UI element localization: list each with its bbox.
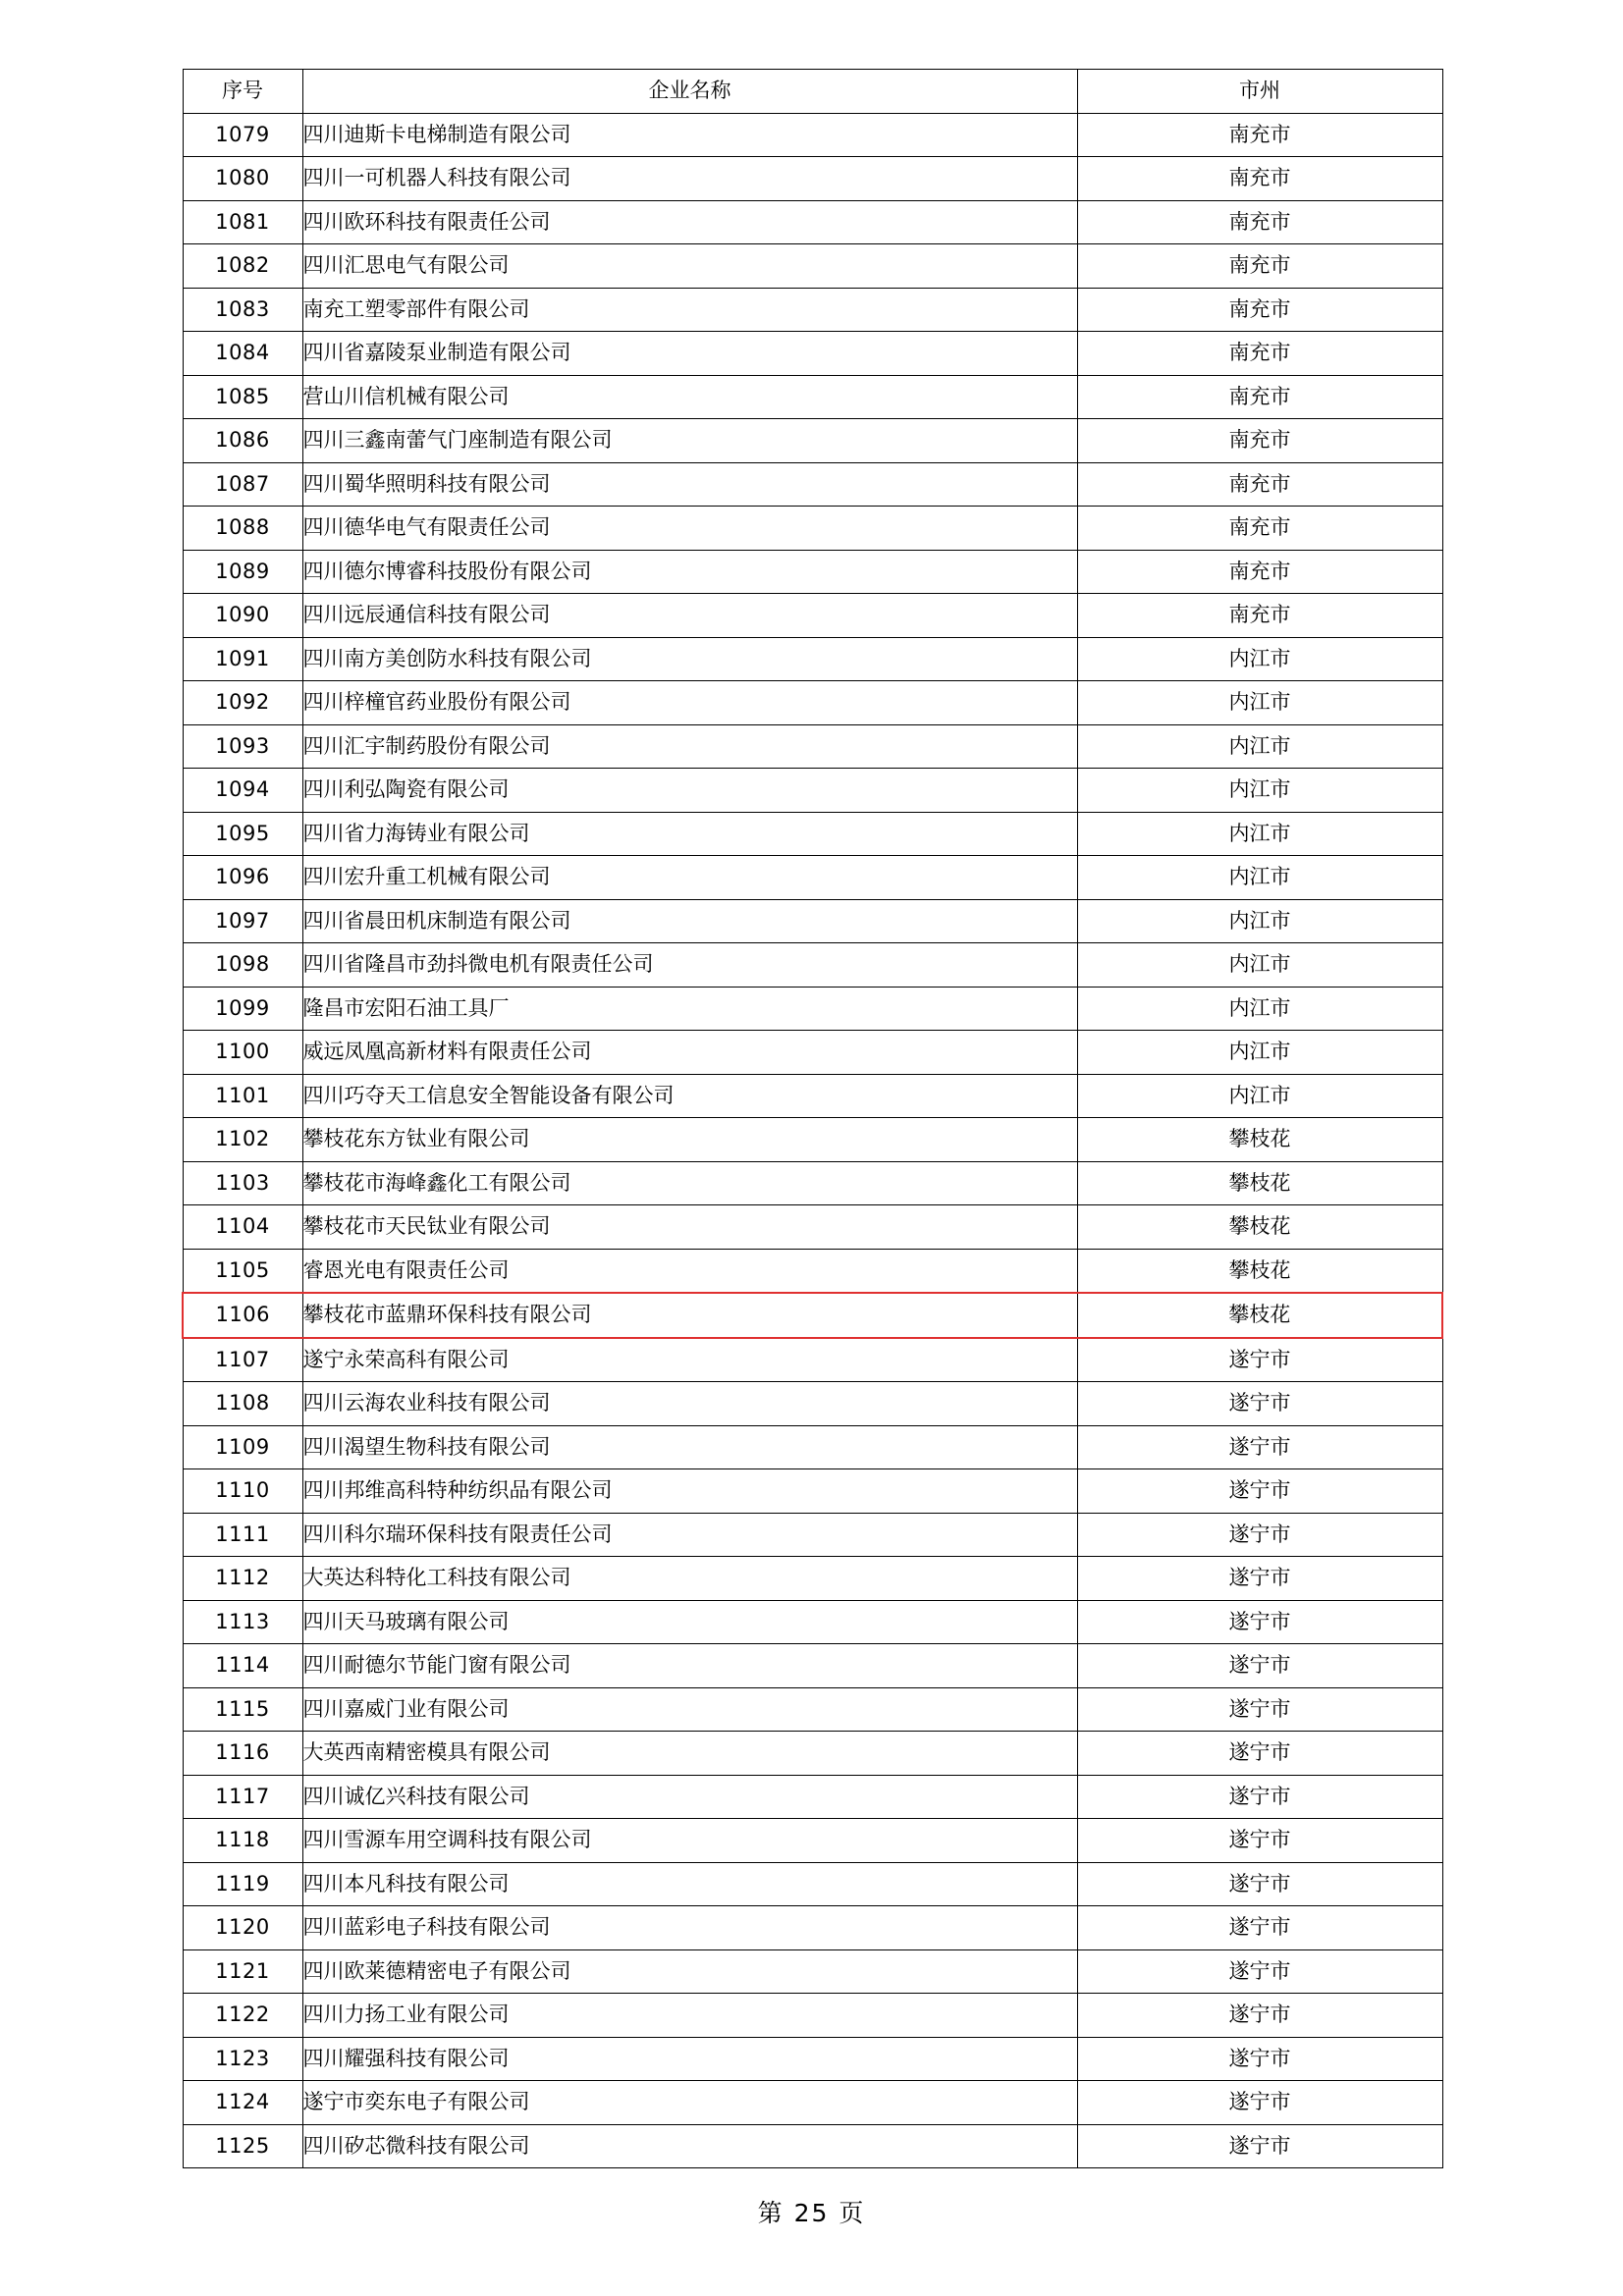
cell-no: 1102	[183, 1118, 302, 1162]
cell-enterprise-name: 四川德华电气有限责任公司	[302, 507, 1077, 551]
cell-city: 遂宁市	[1077, 1425, 1442, 1469]
column-header-name: 企业名称	[302, 70, 1077, 114]
table-row	[183, 244, 1442, 289]
cell-no: 1120	[183, 1906, 302, 1950]
cell-enterprise-name: 四川汇宇制药股份有限公司	[302, 724, 1077, 769]
table-header-row	[183, 70, 1442, 114]
cell-city: 南充市	[1077, 594, 1442, 638]
cell-city: 遂宁市	[1077, 1732, 1442, 1776]
cell-enterprise-name: 遂宁永荣高科有限公司	[302, 1338, 1077, 1382]
cell-city: 内江市	[1077, 1031, 1442, 1075]
cell-no: 1123	[183, 2037, 302, 2081]
table-row	[183, 1819, 1442, 1863]
cell-no: 1121	[183, 1949, 302, 1994]
table-row	[183, 1249, 1442, 1293]
table-row	[183, 943, 1442, 988]
cell-no: 1092	[183, 681, 302, 725]
cell-no: 1125	[183, 2124, 302, 2168]
cell-city: 内江市	[1077, 1074, 1442, 1118]
table-row	[183, 375, 1442, 419]
cell-enterprise-name: 四川蜀华照明科技有限公司	[302, 462, 1077, 507]
cell-no: 1097	[183, 899, 302, 943]
cell-city: 内江市	[1077, 681, 1442, 725]
cell-no: 1091	[183, 637, 302, 681]
table-row	[183, 594, 1442, 638]
cell-enterprise-name: 四川汇思电气有限公司	[302, 244, 1077, 289]
cell-city: 南充市	[1077, 419, 1442, 463]
cell-enterprise-name: 四川利弘陶瓷有限公司	[302, 769, 1077, 813]
cell-city: 遂宁市	[1077, 1862, 1442, 1906]
table-row	[183, 987, 1442, 1031]
table-row	[183, 1382, 1442, 1426]
cell-no: 1083	[183, 288, 302, 332]
cell-enterprise-name: 营山川信机械有限公司	[302, 375, 1077, 419]
cell-city: 内江市	[1077, 769, 1442, 813]
cell-city: 遂宁市	[1077, 1775, 1442, 1819]
table-row	[183, 1118, 1442, 1162]
cell-city: 内江市	[1077, 987, 1442, 1031]
cell-no: 1117	[183, 1775, 302, 1819]
cell-no: 1101	[183, 1074, 302, 1118]
cell-enterprise-name: 四川省力海铸业有限公司	[302, 812, 1077, 856]
table-row	[183, 899, 1442, 943]
cell-enterprise-name: 四川嘉威门业有限公司	[302, 1687, 1077, 1732]
table-row	[183, 1031, 1442, 1075]
cell-city: 南充市	[1077, 288, 1442, 332]
cell-enterprise-name: 大英西南精密模具有限公司	[302, 1732, 1077, 1776]
cell-city: 遂宁市	[1077, 1382, 1442, 1426]
table-row	[183, 812, 1442, 856]
cell-enterprise-name: 四川省晨田机床制造有限公司	[302, 899, 1077, 943]
cell-enterprise-name: 隆昌市宏阳石油工具厂	[302, 987, 1077, 1031]
table-row	[183, 157, 1442, 201]
cell-no: 1089	[183, 550, 302, 594]
cell-no: 1104	[183, 1205, 302, 1250]
cell-no: 1084	[183, 332, 302, 376]
table-row	[183, 1293, 1442, 1338]
cell-city: 南充市	[1077, 200, 1442, 244]
cell-enterprise-name: 四川蓝彩电子科技有限公司	[302, 1906, 1077, 1950]
table-row	[183, 2081, 1442, 2125]
table-row	[183, 462, 1442, 507]
cell-enterprise-name: 四川雪源车用空调科技有限公司	[302, 1819, 1077, 1863]
cell-city: 内江市	[1077, 637, 1442, 681]
table-row	[183, 1862, 1442, 1906]
cell-city: 南充市	[1077, 332, 1442, 376]
table-row	[183, 1557, 1442, 1601]
cell-city: 攀枝花	[1077, 1118, 1442, 1162]
page-number: 25	[793, 2199, 830, 2227]
table-row	[183, 1775, 1442, 1819]
table-row	[183, 1644, 1442, 1688]
cell-enterprise-name: 四川耐德尔节能门窗有限公司	[302, 1644, 1077, 1688]
cell-enterprise-name: 攀枝花市蓝鼎环保科技有限公司	[302, 1293, 1077, 1338]
cell-enterprise-name: 四川迪斯卡电梯制造有限公司	[302, 113, 1077, 157]
cell-city: 遂宁市	[1077, 2081, 1442, 2125]
cell-enterprise-name: 四川欧莱德精密电子有限公司	[302, 1949, 1077, 1994]
cell-city: 遂宁市	[1077, 1469, 1442, 1514]
cell-no: 1112	[183, 1557, 302, 1601]
table-row	[183, 1161, 1442, 1205]
cell-enterprise-name: 遂宁市奕东电子有限公司	[302, 2081, 1077, 2125]
enterprise-list-table	[182, 69, 1443, 2168]
cell-city: 攀枝花	[1077, 1293, 1442, 1338]
cell-enterprise-name: 四川一可机器人科技有限公司	[302, 157, 1077, 201]
cell-no: 1109	[183, 1425, 302, 1469]
cell-enterprise-name: 四川德尔博睿科技股份有限公司	[302, 550, 1077, 594]
cell-enterprise-name: 四川远辰通信科技有限公司	[302, 594, 1077, 638]
table-row	[183, 1074, 1442, 1118]
cell-no: 1090	[183, 594, 302, 638]
cell-no: 1103	[183, 1161, 302, 1205]
cell-no: 1124	[183, 2081, 302, 2125]
cell-city: 遂宁市	[1077, 2124, 1442, 2168]
table-row	[183, 332, 1442, 376]
cell-no: 1095	[183, 812, 302, 856]
cell-city: 遂宁市	[1077, 1557, 1442, 1601]
table-row	[183, 2124, 1442, 2168]
cell-enterprise-name: 攀枝花市海峰鑫化工有限公司	[302, 1161, 1077, 1205]
cell-city: 南充市	[1077, 550, 1442, 594]
table-body	[183, 113, 1442, 2168]
cell-enterprise-name: 四川省嘉陵泵业制造有限公司	[302, 332, 1077, 376]
cell-city: 遂宁市	[1077, 1600, 1442, 1644]
cell-no: 1098	[183, 943, 302, 988]
cell-city: 内江市	[1077, 943, 1442, 988]
cell-enterprise-name: 四川力扬工业有限公司	[302, 1994, 1077, 2038]
cell-enterprise-name: 四川云海农业科技有限公司	[302, 1382, 1077, 1426]
table-row	[183, 1425, 1442, 1469]
table-row	[183, 1949, 1442, 1994]
cell-enterprise-name: 四川三鑫南蕾气门座制造有限公司	[302, 419, 1077, 463]
cell-city: 攀枝花	[1077, 1161, 1442, 1205]
cell-enterprise-name: 攀枝花市天民钛业有限公司	[302, 1205, 1077, 1250]
cell-no: 1082	[183, 244, 302, 289]
cell-no: 1086	[183, 419, 302, 463]
cell-no: 1087	[183, 462, 302, 507]
table-row	[183, 200, 1442, 244]
table-row	[183, 769, 1442, 813]
cell-city: 遂宁市	[1077, 2037, 1442, 2081]
cell-no: 1116	[183, 1732, 302, 1776]
cell-enterprise-name: 威远凤凰高新材料有限责任公司	[302, 1031, 1077, 1075]
table-row	[183, 1687, 1442, 1732]
cell-city: 南充市	[1077, 113, 1442, 157]
cell-no: 1106	[183, 1293, 302, 1338]
cell-no: 1100	[183, 1031, 302, 1075]
cell-city: 遂宁市	[1077, 1338, 1442, 1382]
cell-enterprise-name: 四川科尔瑞环保科技有限责任公司	[302, 1513, 1077, 1557]
table-row	[183, 1732, 1442, 1776]
cell-city: 遂宁市	[1077, 1687, 1442, 1732]
cell-city: 内江市	[1077, 724, 1442, 769]
column-header-city: 市州	[1077, 70, 1442, 114]
cell-enterprise-name: 四川诚亿兴科技有限公司	[302, 1775, 1077, 1819]
cell-no: 1114	[183, 1644, 302, 1688]
cell-city: 遂宁市	[1077, 1994, 1442, 2038]
page-footer	[182, 2194, 1441, 2229]
table-row	[183, 637, 1442, 681]
table-row	[183, 1906, 1442, 1950]
table-row	[183, 550, 1442, 594]
table-row	[183, 1205, 1442, 1250]
cell-no: 1099	[183, 987, 302, 1031]
cell-enterprise-name: 睿恩光电有限责任公司	[302, 1249, 1077, 1293]
cell-no: 1088	[183, 507, 302, 551]
table-header	[183, 70, 1442, 114]
cell-enterprise-name: 四川邦维高科特种纺织品有限公司	[302, 1469, 1077, 1514]
cell-no: 1108	[183, 1382, 302, 1426]
cell-city: 遂宁市	[1077, 1819, 1442, 1863]
column-header-no: 序号	[183, 70, 302, 114]
cell-no: 1081	[183, 200, 302, 244]
cell-no: 1122	[183, 1994, 302, 2038]
table-row	[183, 1994, 1442, 2038]
cell-enterprise-name: 四川本凡科技有限公司	[302, 1862, 1077, 1906]
table-row	[183, 113, 1442, 157]
cell-enterprise-name: 四川南方美创防水科技有限公司	[302, 637, 1077, 681]
cell-no: 1096	[183, 856, 302, 900]
table-row	[183, 1338, 1442, 1382]
cell-no: 1110	[183, 1469, 302, 1514]
cell-no: 1085	[183, 375, 302, 419]
cell-city: 攀枝花	[1077, 1249, 1442, 1293]
cell-no: 1094	[183, 769, 302, 813]
table-row	[183, 681, 1442, 725]
table-row	[183, 2037, 1442, 2081]
table-row	[183, 1513, 1442, 1557]
cell-enterprise-name: 四川省隆昌市劲抖微电机有限责任公司	[302, 943, 1077, 988]
cell-no: 1118	[183, 1819, 302, 1863]
table-row	[183, 724, 1442, 769]
cell-enterprise-name: 四川矽芯微科技有限公司	[302, 2124, 1077, 2168]
cell-city: 攀枝花	[1077, 1205, 1442, 1250]
cell-enterprise-name: 四川欧环科技有限责任公司	[302, 200, 1077, 244]
cell-city: 内江市	[1077, 899, 1442, 943]
cell-enterprise-name: 四川巧夺天工信息安全智能设备有限公司	[302, 1074, 1077, 1118]
cell-city: 内江市	[1077, 856, 1442, 900]
table-row	[183, 419, 1442, 463]
cell-enterprise-name: 四川梓橦官药业股份有限公司	[302, 681, 1077, 725]
table-row	[183, 288, 1442, 332]
cell-no: 1113	[183, 1600, 302, 1644]
cell-no: 1079	[183, 113, 302, 157]
cell-city: 南充市	[1077, 157, 1442, 201]
cell-no: 1119	[183, 1862, 302, 1906]
cell-city: 内江市	[1077, 812, 1442, 856]
cell-enterprise-name: 四川耀强科技有限公司	[302, 2037, 1077, 2081]
cell-no: 1080	[183, 157, 302, 201]
table-row	[183, 856, 1442, 900]
cell-city: 遂宁市	[1077, 1513, 1442, 1557]
cell-enterprise-name: 四川渴望生物科技有限公司	[302, 1425, 1077, 1469]
cell-city: 遂宁市	[1077, 1949, 1442, 1994]
cell-city: 南充市	[1077, 244, 1442, 289]
footer-prefix: 第	[757, 2199, 784, 2227]
table-row	[183, 507, 1442, 551]
cell-no: 1107	[183, 1338, 302, 1382]
cell-no: 1115	[183, 1687, 302, 1732]
cell-enterprise-name: 大英达科特化工科技有限公司	[302, 1557, 1077, 1601]
footer-suffix: 页	[839, 2199, 866, 2227]
cell-enterprise-name: 南充工塑零部件有限公司	[302, 288, 1077, 332]
cell-city: 南充市	[1077, 507, 1442, 551]
cell-city: 南充市	[1077, 462, 1442, 507]
cell-no: 1093	[183, 724, 302, 769]
cell-city: 南充市	[1077, 375, 1442, 419]
table-row	[183, 1469, 1442, 1514]
cell-city: 遂宁市	[1077, 1906, 1442, 1950]
cell-enterprise-name: 攀枝花东方钛业有限公司	[302, 1118, 1077, 1162]
cell-no: 1111	[183, 1513, 302, 1557]
cell-enterprise-name: 四川宏升重工机械有限公司	[302, 856, 1077, 900]
cell-enterprise-name: 四川天马玻璃有限公司	[302, 1600, 1077, 1644]
table-row	[183, 1600, 1442, 1644]
cell-no: 1105	[183, 1249, 302, 1293]
cell-city: 遂宁市	[1077, 1644, 1442, 1688]
